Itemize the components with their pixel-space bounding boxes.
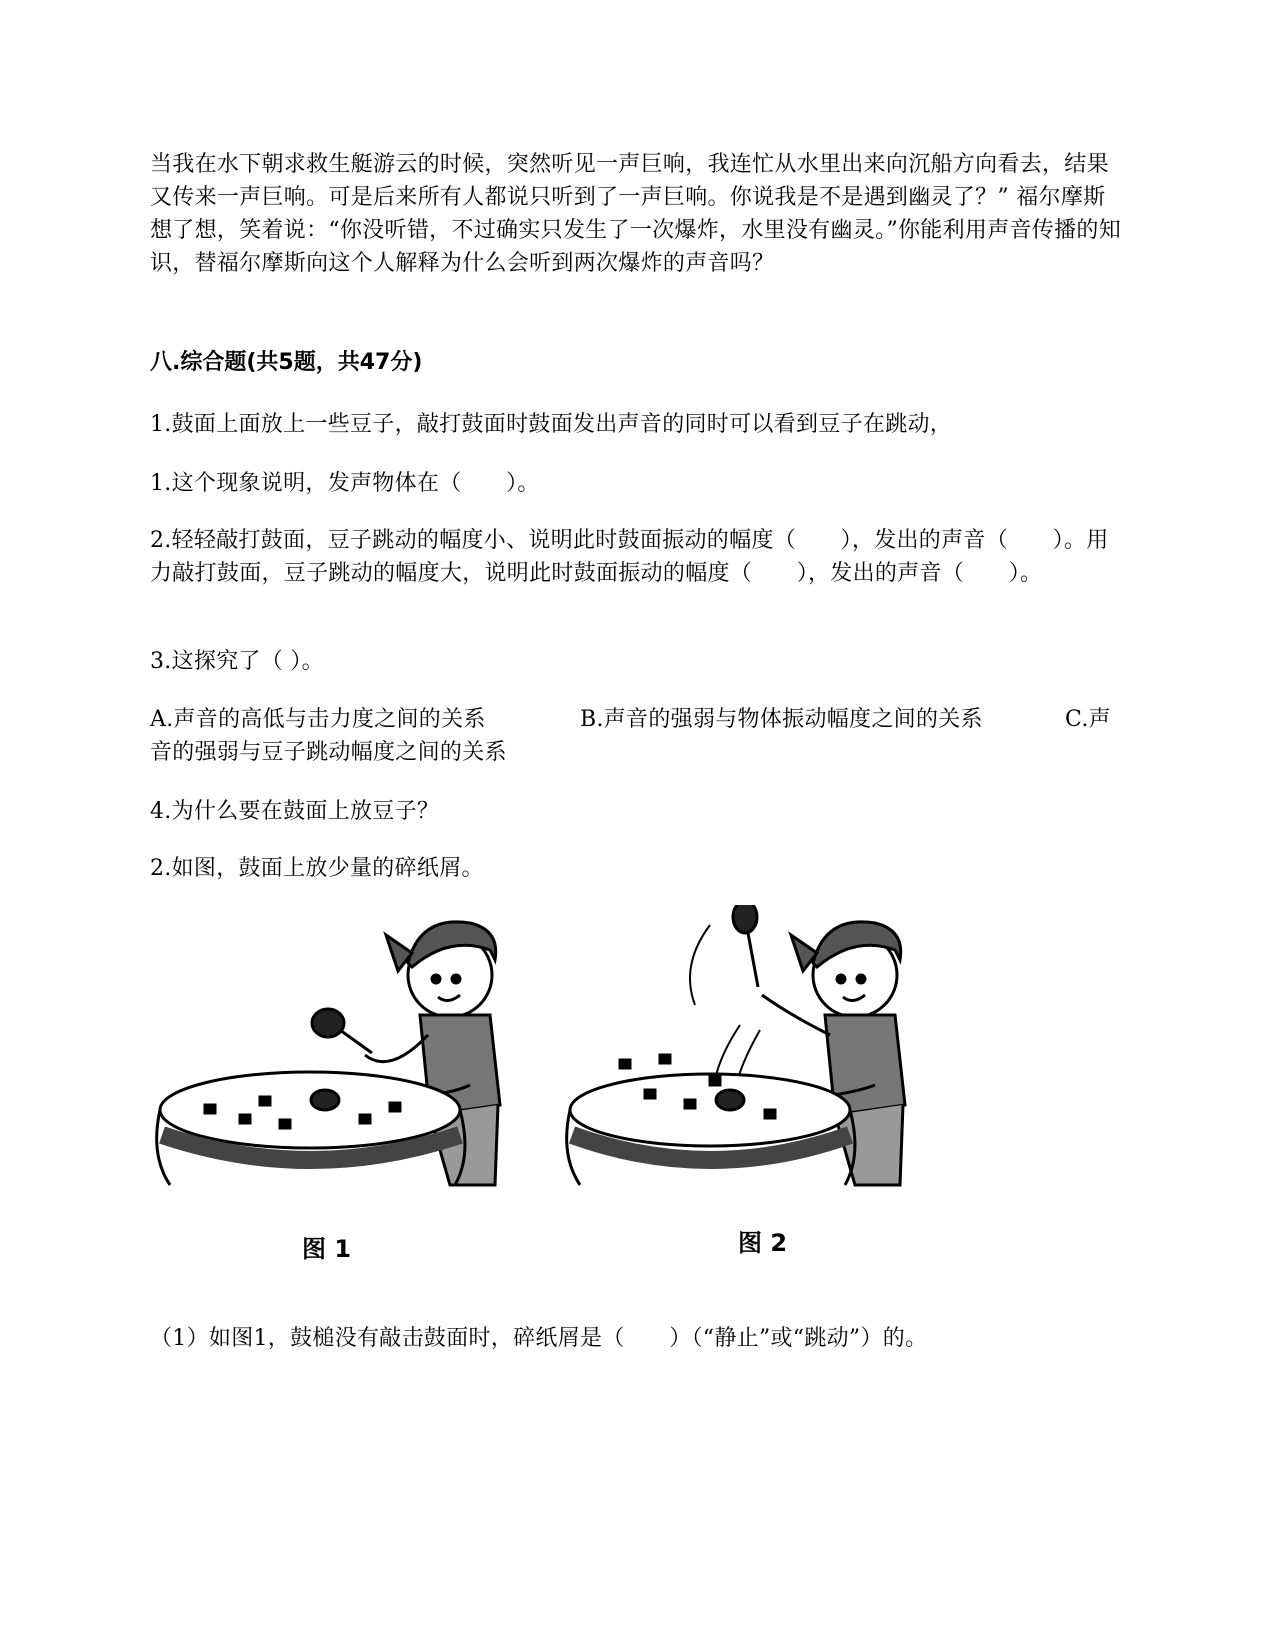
q2-sub1: （1）如图1，鼓槌没有敲击鼓面时，碎纸屑是（ ）（“静止”或“跳动”）的。: [150, 1326, 928, 1351]
q1-sub4: 4.为什么要在鼓面上放豆子？: [150, 799, 440, 824]
drum-illustration: [150, 905, 950, 1225]
option-b: B.声音的强弱与物体振动幅度之间的关系: [580, 707, 983, 732]
section-heading: 八.综合题(共5题，共47分): [150, 350, 423, 375]
q2-stem: 2.如图，鼓面上放少量的碎纸屑。: [150, 856, 484, 881]
q1-sub3: 3.这探究了（ ）。: [150, 649, 324, 674]
drum-figure: [150, 905, 950, 1285]
option-c: C.声音的强弱与豆子跳动幅度之间的关系: [150, 707, 1111, 765]
figure1-label: 图 1: [302, 1235, 352, 1263]
q1-sub2: 2.轻轻敲打鼓面，豆子跳动的幅度小、说明此时鼓面振动的幅度（ ），发出的声音（ ）。用力敲打鼓面，豆子跳动的幅度大，说明此时鼓面振动的幅度（ ），发出的声音（ ）。: [150, 528, 1109, 586]
q1-options: [150, 703, 1125, 769]
q1-stem: 1.鼓面上面放上一些豆子，敲打鼓面时鼓面发出声音的同时可以看到豆子在跳动，: [150, 412, 953, 437]
figure2-label: 图 2: [738, 1229, 788, 1257]
figure1-drawing: [157, 922, 500, 1185]
option-a: A.声音的高低与击力度之间的关系: [150, 707, 486, 732]
figure2-drawing: [567, 905, 905, 1185]
q1-sub1: 1.这个现象说明，发声物体在（ ）。: [150, 471, 540, 496]
intro-paragraph: 当我在水下朝求救生艇游云的时候，突然听见一声巨响，我连忙从水里出来向沉船方向看去，结果又传来一声巨响。可是后来所有人都说只听到了一声巨响。你说我是不是遇到幽灵了？” 福尔摩斯想了想，笑着说：“你没听错，不过确实只发生了一次爆炸，水里没有幽灵。”你能利用声音传播的知识，替福尔摩斯向这个人解释为什么会听到两次爆炸的声音吗？: [150, 152, 1121, 276]
